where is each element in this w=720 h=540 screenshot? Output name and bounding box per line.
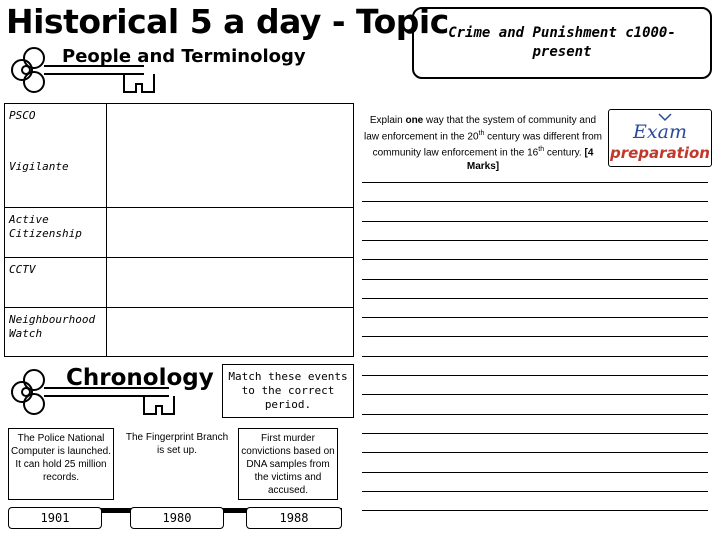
term-label: Active Citizenship (9, 213, 82, 240)
answer-line[interactable] (362, 182, 708, 183)
question-text: way that the system of community and law enforcement in the 20 (364, 115, 597, 143)
year-box: 1901 (8, 507, 102, 529)
answer-line[interactable] (362, 510, 708, 511)
chronology-title: Chronology (66, 365, 214, 391)
terminology-table (4, 103, 354, 357)
answer-line[interactable] (362, 414, 708, 415)
event-card[interactable] (238, 428, 338, 500)
subtitle: People and Terminology (62, 46, 306, 67)
event-text: The Fingerprint Branch is set up. (125, 432, 229, 456)
event-text: First murder convictions based on DNA samples from the victims and accused. (241, 433, 335, 496)
logo-word-preparation: preparation (610, 144, 710, 162)
logo-word-exam: Exam (633, 121, 687, 143)
question-emphasis: one (405, 115, 424, 126)
answer-line[interactable] (362, 433, 708, 434)
answer-line[interactable] (362, 240, 708, 241)
answer-line[interactable] (362, 452, 708, 453)
year-box: 1988 (246, 507, 342, 529)
question-text: century. (544, 147, 582, 159)
definition-cell[interactable] (106, 307, 353, 356)
term-label: PSCO (9, 109, 36, 122)
ordinal-suffix: th (478, 130, 485, 137)
answer-line[interactable] (362, 221, 708, 222)
definition-cell[interactable] (106, 257, 353, 307)
year-box: 1980 (130, 507, 224, 529)
ordinal-suffix: th (538, 146, 545, 154)
answer-line[interactable] (362, 298, 708, 299)
answer-line[interactable] (362, 394, 708, 395)
answer-line[interactable] (362, 491, 708, 492)
answer-line[interactable] (362, 356, 708, 357)
event-text: The Police National Computer is launched. It can hold 25 million records. (10, 433, 112, 483)
question-text: century was different from community law enforcement in the 16 (372, 131, 603, 159)
answer-line[interactable] (362, 472, 708, 473)
term-label: Vigilante (9, 160, 69, 173)
answer-line[interactable] (362, 375, 708, 376)
question-text: Explain (369, 115, 406, 126)
topic-label: Crime and Punishment c1000-present (448, 25, 676, 60)
exam-question (364, 114, 602, 173)
event-card[interactable] (8, 428, 114, 500)
answer-line[interactable] (362, 259, 708, 260)
match-instruction (222, 364, 354, 418)
match-instruction-text: Match these events to the correct period. (228, 370, 348, 411)
exam-logo-graphic (609, 110, 711, 166)
event-card[interactable] (124, 428, 230, 500)
page-title: Historical 5 a day - Topic (6, 2, 449, 41)
answer-line[interactable] (362, 317, 708, 318)
topic-box (412, 7, 712, 79)
answer-line[interactable] (362, 336, 708, 337)
answer-line[interactable] (362, 201, 708, 202)
answer-line[interactable] (362, 279, 708, 280)
term-label: CCTV (9, 263, 36, 276)
definition-cell[interactable] (106, 207, 353, 257)
term-label: Neighbourhood Watch (9, 313, 96, 340)
definition-cell[interactable] (106, 104, 353, 207)
marks-label: [4 Marks] (466, 147, 594, 172)
exam-preparation-logo (608, 109, 712, 167)
